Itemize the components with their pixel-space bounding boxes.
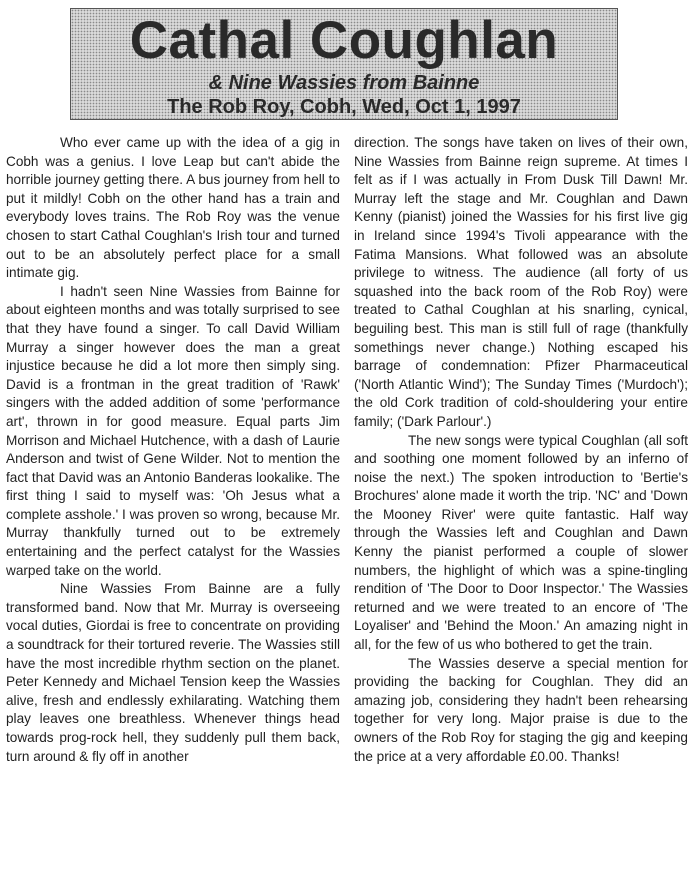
headline-venue-date: The Rob Roy, Cobh, Wed, Oct 1, 1997 — [167, 96, 521, 118]
paragraph: Nine Wassies From Bainne are a fully transformed band. Now that Mr. Murray is overseeing vocal duties, Giordai is free to concentrate on providing a soundtrack for their tortured reverie. The Wassies still have the most incredible rhythm section on the planet. Peter Kennedy and Michael Tension keep the Wassies alive, fresh and endlessly exhilarating. Watching them play leaves one breathless. Whenever things head towards prog-rock hell, they suddenly pull them back, turn around & fly off in another — [6, 581, 340, 764]
right-column — [354, 134, 688, 766]
headline-title: Cathal Coughlan — [129, 11, 559, 70]
paragraph: Who ever came up with the idea of a gig in Cobh was a genius. I love Leap but can't abide the horrible journey getting there. A bus journey from hell to put it mildly! Cobh on the other hand has a train and everybody loves trains. The Rob Roy was the venue chosen to start Cathal Coughlan's Irish tour and turned out to be an absolutely perfect place for a small intimate gig. — [6, 135, 340, 281]
paragraph: I hadn't seen Nine Wassies from Bainne for about eighteen months and was totally surprised to see that they have found a singer. To call David William Murray a singer however does the man a great injustice because he did a lot more then simply sing. David is a frontman in the great tradition of 'Rawk' singers with the added addition of some 'performance art', thrown in for good measure. Equal parts Jim Morrison and Michael Hutchence, with a dash of Laurie Anderson and twist of Gene Wilder. Not to mention the fact that David was an Antonio Banderas lookalike. The first thing I said to myself was: 'Oh Jesus what a complete asshole.' I was proven so wrong, because Mr. Murray thankfully turned out to be extremely entertaining and the perfect catalyst for the Wassies warped take on the world. — [6, 283, 340, 578]
left-column — [6, 134, 340, 766]
paragraph-continued: direction. The songs have taken on lives of their own, Nine Wassies from Bainne reign supreme. At times I felt as if I was actually in From Dusk Till Dawn! Mr. Murray left the stage and Mr. Coughlan and Dawn Kenny (pianist) joined the Wassies for his first live gig in Ireland since 1994's Tivoli appearance with the Fatima Mansions. What followed was an absolute privilege to witness. The audience (all forty of us squashed into the back room of the Rob Roy) were treated to Cathal Coughlan at his snarling, cynical, beguiling best. This man is still full of rage (thankfully somethings never change.) Nothing escaped his barrage of condemnation: Pfizer Pharmaceutical ('North Atlantic Wind'); The Sunday Times ('Murdoch'); the old Cork tradition of cold-shouldering your entire family; ('Dark Parlour'.) — [354, 135, 688, 429]
paragraph: The Wassies deserve a special mention for providing the backing for Coughlan. They did an amazing job, considering they hadn't been rehearsing together for very long. Major praise is due to the owners of the Rob Roy for staging the gig and keeping the price at a very affordable £0.00. Thanks! — [354, 655, 688, 764]
headline-subtitle: & Nine Wassies from Bainne — [208, 72, 480, 94]
paragraph: The new songs were typical Coughlan (all soft and soothing one moment followed by an inferno of noise the next.) The spoken introduction to 'Bertie's Brochures' alone made it worth the trip. 'NC' and 'Down the Mooney River' were quite fantastic. Half way through the Wassies left and Coughlan and Dawn Kenny the pianist performed a couple of slower numbers, the highlight of which was a spine-tingling rendition of 'The Door to Door Inspector.' The Wassies returned and we were treated to an encore of 'The Loyaliser' and 'Behind the Moon.' An amazing night in all, for the few of us who bothered to get the train. — [354, 432, 688, 653]
article-body — [6, 134, 688, 766]
title-banner — [70, 8, 618, 120]
